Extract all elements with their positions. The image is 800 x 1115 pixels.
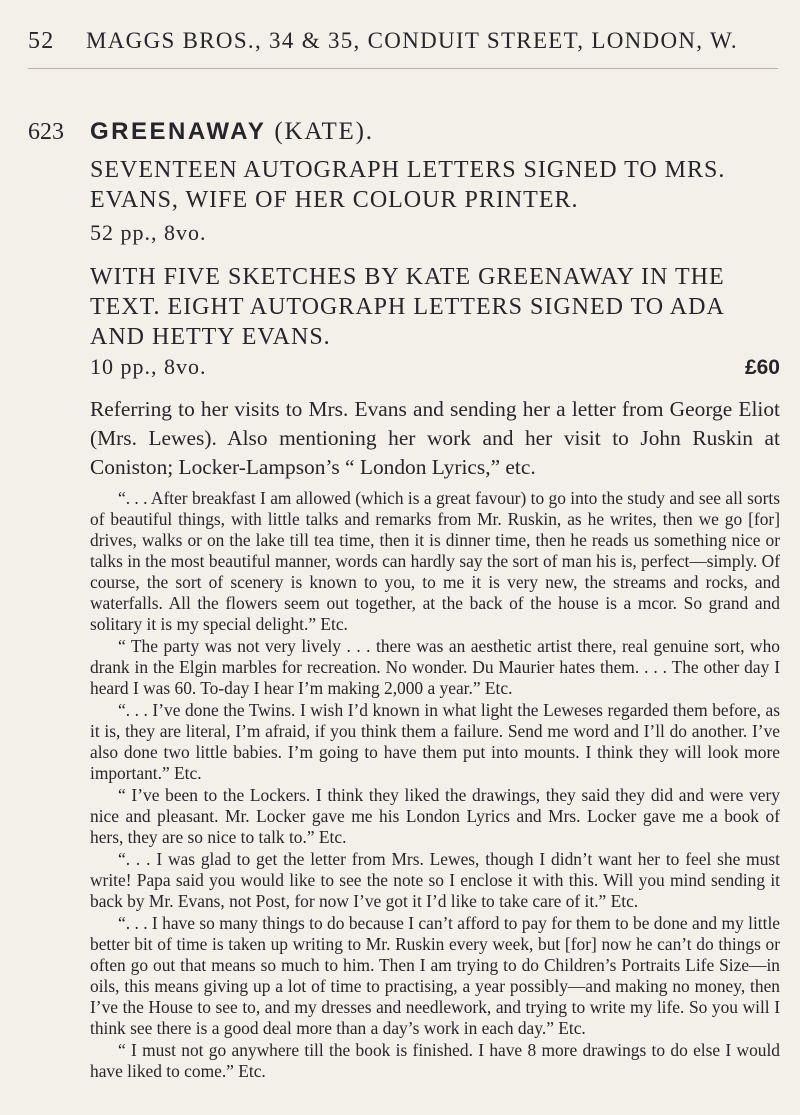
quote-paragraph: “. . . I have so many things to do because I can’t afford to pay for them to be done and my little better bit of time is taken up writing to Mr. Ruskin every week, but [for] now he can’t do things or often go out that means so much to him. Then I am trying to do Children’s Portraits Life Size—in oils, this means giving up a lot of time to practising, a year possibly—and making no money, then I’ve the House to see to, and my dresses and needlework, and trying to write my life. So you will I think see there is a good deal more than a day’s work in each day.” Etc. (90, 913, 780, 1038)
author-name: GREENAWAY (90, 118, 267, 145)
author (90, 118, 374, 146)
letter-quotes (90, 488, 780, 1083)
format-2: 10 pp., 8vo. (90, 354, 207, 379)
quote-paragraph: “ I’ve been to the Lockers. I think they liked the drawings, they said they did and were very nice and pleasant. Mr. Locker gave me his London Lyrics and Mrs. Locker gave me a book of hers, they are so nice to talk to.” Etc. (90, 785, 780, 847)
format-price-row (90, 352, 780, 382)
quote-paragraph: “. . . After breakfast I am allowed (which is a great favour) to go into the study and see all sorts of beautiful things, with little talks and remarks from Mr. Ruskin, as he writes, then we go [for] drives, walks or on the lake till tea time, then it is dinner time, then he reads us something nice or talks in the most beautiful manner, words can hardly say the sort of man his is, perfect—simply. Of course, the sort of scenery is known to you, to me it is very new, the streams and rocks, and waterfalls. All the flowers seem out together, at the back of the house is a mcor. So grand and solitary it is my special delight.” Etc. (90, 488, 780, 634)
page-number: 52 (28, 28, 55, 54)
description: Referring to her visits to Mrs. Evans and sending her a letter from George Eliot (Mrs. Lewes). Also mentioning her work and her visit to John Ruskin at Coniston; Locker-Lampson’s “ London Lyrics,” etc. (90, 397, 780, 479)
quote-paragraph: “. . . I’ve done the Twins. I wish I’d known in what light the Leweses regarded them before, as it is, they are literal, I’m afraid, if you think them a failure. Send me word and I’ll do another. I’ve also done two little babies. I’m going to have them put into mounts. I think they will look more important.” Etc. (90, 700, 780, 783)
publisher-line: MAGGS BROS., 34 & 35, CONDUIT STREET, LONDON, W. (86, 28, 738, 53)
title-1: SEVENTEEN AUTOGRAPH LETTERS SIGNED TO MRS. EVANS, WIFE OF HER COLOUR PRINTER. (90, 157, 726, 213)
entry-heading (28, 118, 778, 146)
header-rule (28, 68, 778, 69)
quote-paragraph: “ I must not go anywhere till the book is finished. I have 8 more drawings to do else I would have liked to come.” Etc. (90, 1040, 780, 1081)
running-header (28, 28, 778, 55)
format-1: 52 pp., 8vo. (90, 220, 207, 245)
quote-paragraph: “. . . I was glad to get the letter from Mrs. Lewes, though I didn’t want her to feel she must write! Papa said you would like to see the note so I enclose it with this. Will you mind sending it back by Mr. Evans, not Post, for now I’ve got it I’d like to take care of it.” Etc. (90, 849, 780, 911)
quote-paragraph: “ The party was not very lively . . . there was an aesthetic artist there, real genuine sort, who drank in the Elgin marbles for recreation. No wonder. Du Maurier hates them. . . . The other day I heard I was 60. To-day I hear I’m making 2,000 a year.” Etc. (90, 636, 780, 698)
title-2: WITH FIVE SKETCHES BY KATE GREENAWAY IN THE TEXT. EIGHT AUTOGRAPH LETTERS SIGNED TO ADA AND HETTY EVANS. (90, 264, 725, 350)
author-given-name: (KATE). (274, 118, 374, 145)
lot-number: 623 (28, 119, 64, 145)
price: £60 (744, 356, 780, 379)
